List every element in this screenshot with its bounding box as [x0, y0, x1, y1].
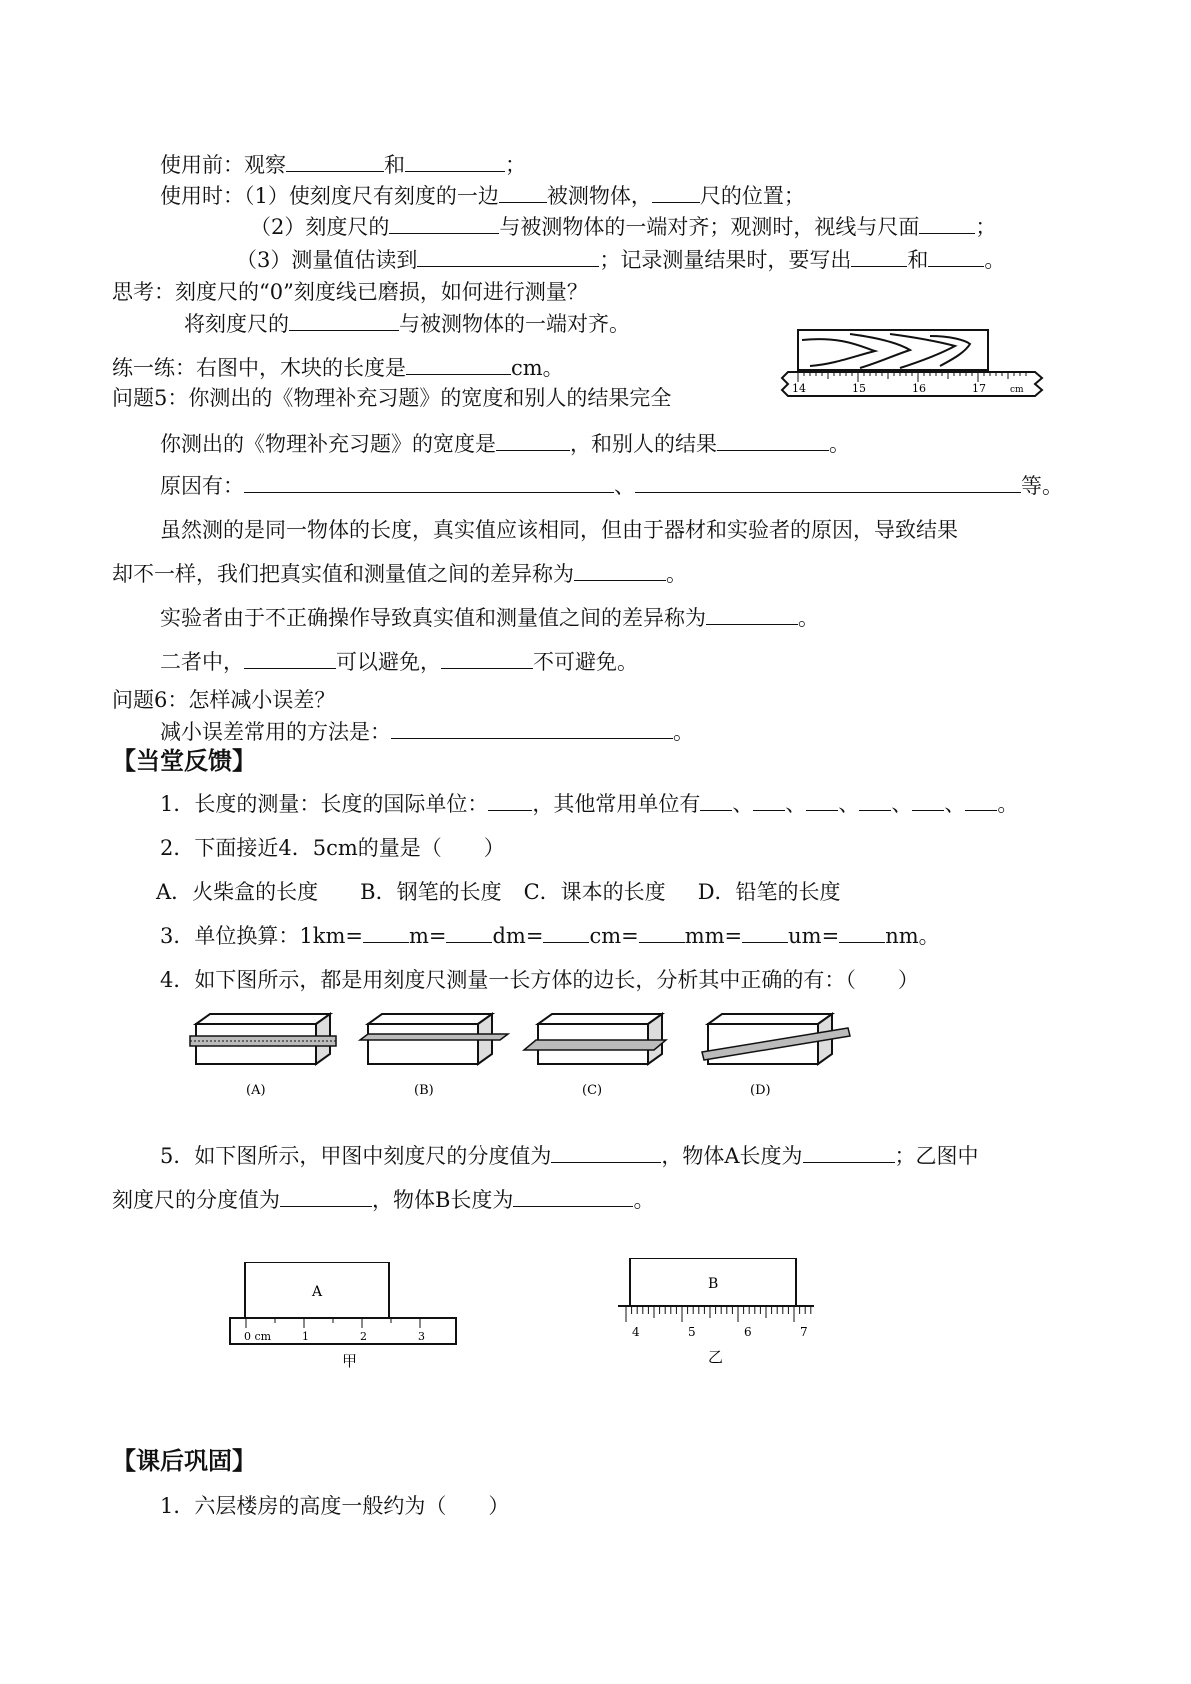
blank[interactable] [859, 790, 891, 811]
blank[interactable] [406, 354, 511, 375]
ruler-yi-5: 5 [688, 1325, 696, 1339]
usage-during-3: （3）测量值估读到 ；记录测量结果时，要写出 和 。 [236, 248, 1006, 272]
wood-ruler-figure [780, 326, 1050, 406]
ruler-label-15: 15 [852, 382, 866, 395]
blank[interactable] [851, 246, 907, 267]
blank[interactable] [928, 246, 984, 267]
blank[interactable] [363, 922, 409, 943]
ruler-label-cm: cm [1010, 385, 1024, 395]
figure-jia [228, 1262, 458, 1372]
homework-item1: 1．六层楼房的高度一般约为（ ） [160, 1494, 510, 1518]
blank[interactable] [635, 472, 1021, 493]
block-b-label: B [708, 1276, 719, 1292]
feedback-item4: 4．如下图所示，都是用刻度尺测量一长方体的边长，分析其中正确的有：（ ） [160, 968, 919, 992]
q6-answer: 减小误差常用的方法是： 。 [160, 720, 694, 744]
q5-para2: 实验者由于不正确操作导致真实值和测量值之间的差异称为 。 [160, 606, 819, 630]
practice-line: 练一练：右图中，木块的长度是 cm。 [112, 356, 564, 380]
blank[interactable] [441, 648, 533, 669]
blank[interactable] [405, 151, 505, 172]
usage-during-1: 使用时：（1）使刻度尺有刻度的一边 被测物体， 尺的位置； [160, 184, 805, 208]
setup-b [360, 1014, 508, 1064]
blank[interactable] [513, 1186, 633, 1207]
blank[interactable] [417, 246, 599, 267]
blank[interactable] [574, 560, 666, 581]
blank[interactable] [652, 182, 700, 203]
q5-title: 问题5：你测出的《物理补充习题》的宽度和别人的结果完全 [112, 386, 672, 410]
blank[interactable] [919, 213, 975, 234]
ruler-label-16: 16 [912, 382, 926, 395]
blank[interactable] [803, 1142, 895, 1163]
blank[interactable] [389, 213, 499, 234]
think-answer: 将刻度尺的 与被测物体的一端对齐。 [184, 312, 630, 336]
setup-d [702, 1014, 850, 1064]
blank[interactable] [753, 790, 785, 811]
blank[interactable] [700, 790, 732, 811]
feedback-item2: 2．下面接近4．5cm的量是（ ） [160, 836, 505, 860]
setup-c-label: (C) [582, 1083, 603, 1098]
ruler-jia-0: 0 cm [244, 1330, 272, 1343]
block-a-label: A [312, 1284, 323, 1300]
q6-title: 问题6：怎样减小误差？ [112, 688, 336, 712]
setup-b-label: (B) [414, 1083, 434, 1098]
blank[interactable] [244, 472, 614, 493]
q5-para3: 二者中， 可以避免， 不可避免。 [160, 650, 638, 674]
feedback-heading: 【当堂反馈】 [112, 747, 256, 775]
blank[interactable] [391, 718, 673, 739]
blank[interactable] [488, 790, 532, 811]
blank[interactable] [244, 648, 336, 669]
blank[interactable] [639, 922, 685, 943]
blank[interactable] [543, 922, 589, 943]
option-d[interactable]: D．铅笔的长度 [697, 880, 841, 904]
ruler-yi-6: 6 [744, 1325, 752, 1339]
blank[interactable] [499, 182, 547, 203]
setup-a [190, 1014, 336, 1064]
blank[interactable] [912, 790, 944, 811]
blank[interactable] [280, 1186, 372, 1207]
ruler-yi-4: 4 [632, 1325, 640, 1339]
usage-before: 使用前：观察 和 ； [160, 153, 526, 177]
ruler-jia-1: 1 [302, 1330, 309, 1343]
blank[interactable] [839, 922, 885, 943]
usage-during-2: （2）刻度尺的 与被测物体的一端对齐；观测时，视线与尺面 ； [250, 215, 997, 239]
blank[interactable] [742, 922, 788, 943]
ruler-jia-3: 3 [418, 1330, 425, 1343]
q5-para1-line2: 却不一样，我们把真实值和测量值之间的差异称为 。 [112, 562, 687, 586]
feedback-item1: 1．长度的测量：长度的国际单位： ，其他常用单位有 、 、 、 、 、 。 [160, 792, 1019, 816]
ruler-label-14: 14 [792, 382, 806, 395]
setup-a-label: (A) [246, 1083, 266, 1098]
setup-c [524, 1014, 666, 1064]
option-c[interactable]: C．课本的长度 [523, 880, 666, 904]
caption-yi: 乙 [708, 1348, 724, 1366]
ruler-label-17: 17 [972, 382, 986, 395]
feedback-item2-options [156, 878, 841, 906]
feedback-item5-line2: 刻度尺的分度值为 ，物体B长度为 。 [112, 1188, 655, 1212]
blank[interactable] [965, 790, 997, 811]
homework-heading: 【课后巩固】 [112, 1447, 256, 1475]
think-question: 思考：刻度尺的“0”刻度线已磨损，如何进行测量？ [112, 280, 588, 304]
q5-para1-line1: 虽然测的是同一物体的长度，真实值应该相同，但由于器材和实验者的原因，导致结果 [160, 518, 958, 542]
ruler-jia-2: 2 [360, 1330, 367, 1343]
blank[interactable] [706, 604, 798, 625]
ruler-yi-7: 7 [800, 1325, 808, 1339]
q5-line1: 你测出的《物理补充习题》的宽度是 ，和别人的结果 。 [160, 432, 850, 456]
option-a[interactable]: A．火柴盒的长度 [156, 880, 319, 904]
blank[interactable] [286, 151, 384, 172]
option-b[interactable]: B．钢笔的长度 [360, 880, 502, 904]
ruler-yi-ticks [626, 1306, 811, 1322]
blank[interactable] [289, 310, 399, 331]
feedback-item3: 3．单位换算：1km= m= dm= cm= mm= um= nm。 [160, 924, 940, 948]
caption-jia: 甲 [342, 1352, 358, 1370]
figure-yi [616, 1258, 816, 1368]
q5-reasons: 原因有： 、 等。 [160, 474, 1063, 498]
feedback-item5-line1: 5．如下图所示，甲图中刻度尺的分度值为 ，物体A长度为 ；乙图中 [160, 1144, 979, 1168]
blank[interactable] [717, 430, 829, 451]
blank[interactable] [806, 790, 838, 811]
blank[interactable] [496, 430, 570, 451]
ruler-placement-figure [188, 1004, 908, 1104]
setup-d-label: (D) [750, 1083, 771, 1098]
blank[interactable] [446, 922, 492, 943]
blank[interactable] [551, 1142, 661, 1163]
